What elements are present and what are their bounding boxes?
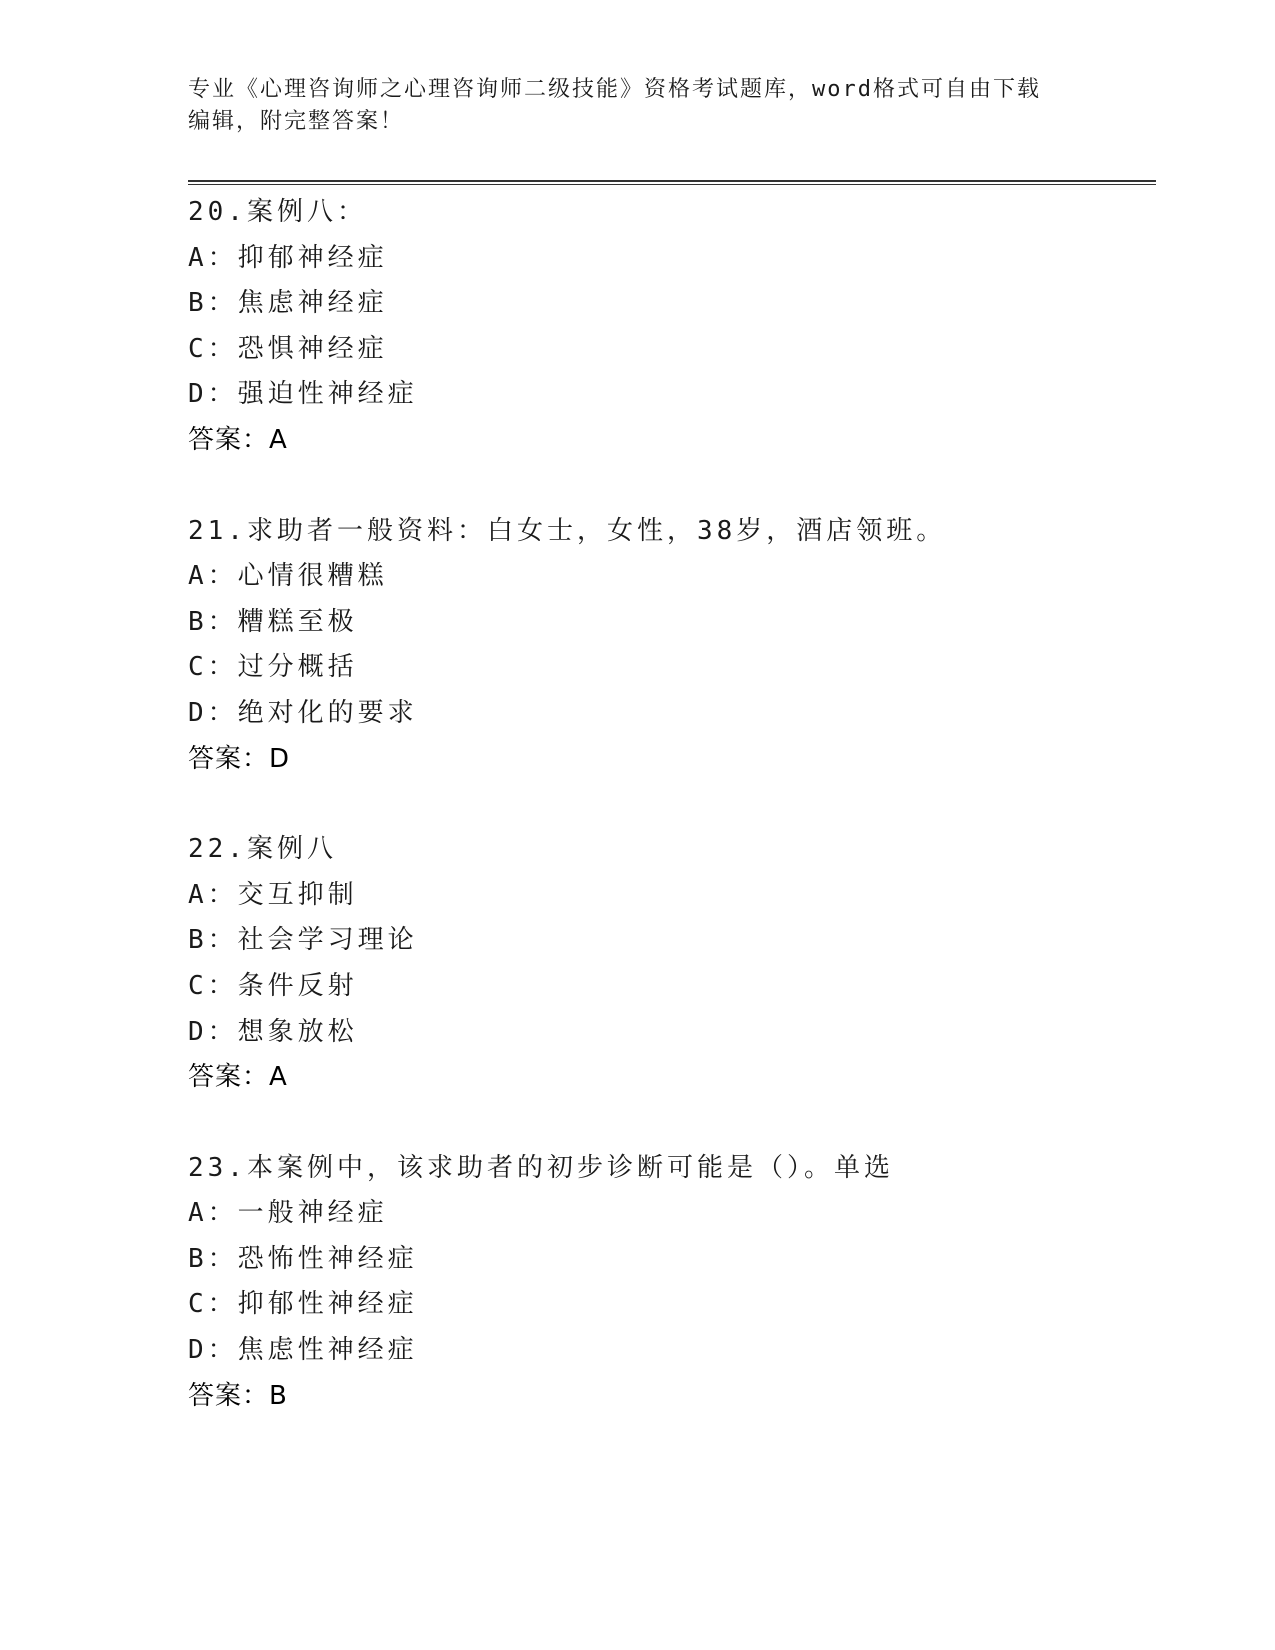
question-stem: 21.求助者一般资料：白女士，女性，38岁，酒店领班。 — [188, 515, 947, 546]
option-d: D：想象放松 — [188, 1016, 358, 1047]
option-a: A：抑郁神经症 — [188, 242, 388, 273]
option-c: C：过分概括 — [188, 652, 358, 683]
option-c: C：条件反射 — [188, 970, 358, 1001]
option-a: A：一般神经症 — [188, 1198, 388, 1229]
question-22 — [188, 827, 1156, 1101]
option-c: C：抑郁性神经症 — [188, 1289, 418, 1320]
header-line-2: 编辑，附完整答案！ — [188, 109, 405, 134]
question-20 — [188, 190, 1156, 464]
document-header — [188, 74, 1088, 138]
question-stem: 23.本案例中，该求助者的初步诊断可能是（）。单选 — [188, 1152, 894, 1183]
answer: 答案：B — [188, 1380, 288, 1411]
answer: 答案：D — [188, 743, 291, 774]
option-d: D：绝对化的要求 — [188, 697, 418, 728]
option-b: B：焦虑神经症 — [188, 288, 388, 319]
option-a: A：心情很糟糕 — [188, 561, 388, 592]
option-d: D：焦虑性神经症 — [188, 1335, 418, 1366]
question-23 — [188, 1146, 1156, 1420]
option-d: D：强迫性神经症 — [188, 379, 418, 410]
option-b: B：糟糕至极 — [188, 606, 358, 637]
header-divider — [188, 180, 1156, 185]
question-list — [188, 190, 1156, 1464]
question-21 — [188, 509, 1156, 783]
question-stem: 22.案例八 — [188, 834, 337, 865]
option-b: B：社会学习理论 — [188, 925, 418, 956]
option-a: A：交互抑制 — [188, 879, 358, 910]
answer: 答案：A — [188, 424, 288, 455]
header-line-1: 专业《心理咨询师之心理咨询师二级技能》资格考试题库，word格式可自由下载 — [188, 77, 1041, 102]
option-b: B：恐怖性神经症 — [188, 1243, 418, 1274]
option-c: C：恐惧神经症 — [188, 333, 388, 364]
question-stem: 20.案例八： — [188, 197, 367, 227]
answer: 答案：A — [188, 1062, 288, 1093]
